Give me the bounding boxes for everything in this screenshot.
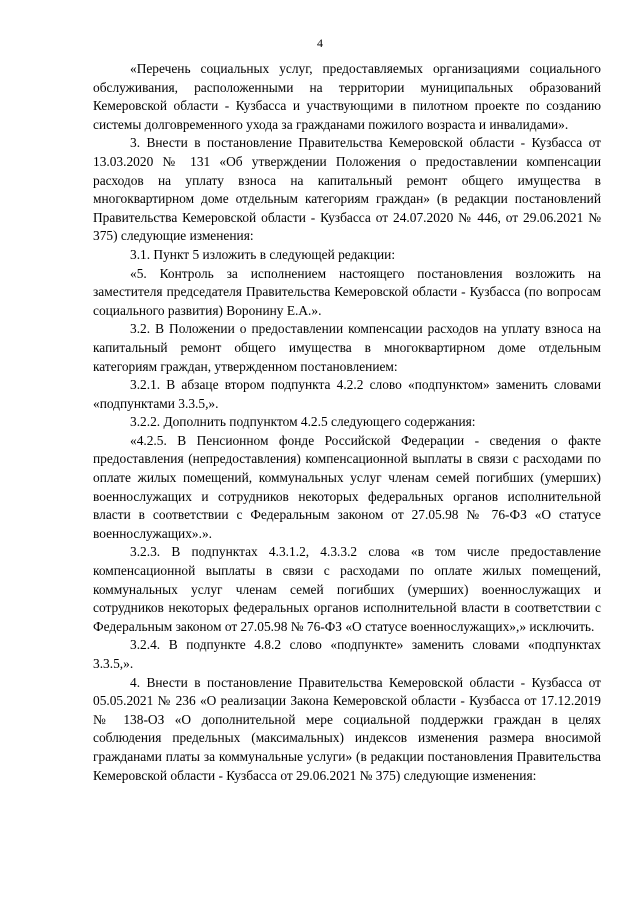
document-body [93, 60, 601, 785]
paragraph: 3.2.1. В абзаце втором подпункта 4.2.2 слово «подпунктом» заменить словами «подпунктами 3.3.5,». [93, 377, 601, 411]
paragraph: 3.1. Пункт 5 изложить в следующей редакции: [130, 246, 396, 262]
paragraph: 4. Внести в постановление Правительства Кемеровской области - Кузбасса от 05.05.2021 № 236 «О реализации Закона Кемеровской области - Кузбасса от 17.12.2019 № 138-ОЗ «О дополнительной мере социальной поддержки граждан в целях соблюдения предельных (максимальных) индексов изменения размера вносимой гражданами платы за коммунальные услуги» (в редакции постановления Правительства Кемеровской области - Кузбасса от 29.06.2021 № 375) следующие изменения: [93, 674, 601, 783]
paragraph: 3.2.3. В подпунктах 4.3.1.2, 4.3.3.2 слова «в том числе предоставление компенсационной выплаты в связи с расходами по оплате жилых помещений, коммунальных услуг членам семей погибших (умерших) военнослужащих и сотрудников некоторых федеральных органов исполнительной власти в соответствии с Федеральным законом от 27.05.98 № 76-ФЗ «О статусе военнослужащих»,» исключить. [93, 544, 601, 634]
paragraph: 3.2. В Положении о предоставлении компенсации расходов на уплату взноса на капитальный ремонт общего имущества в многоквартирном доме отдельным категориям граждан, утвержденном постановлением: [93, 321, 601, 374]
paragraph: «5. Контроль за исполнением настоящего постановления возложить на заместителя председателя Правительства Кемеровской области - Кузбасса (по вопросам социального развития) Воронину Е.А.». [93, 265, 601, 318]
paragraph: 3.2.2. Дополнить подпунктом 4.2.5 следующего содержания: [130, 414, 476, 430]
paragraph: «4.2.5. В Пенсионном фонде Российской Федерации - сведения о факте предоставления (непредоставления) компенсационной выплаты в связи с расходами по оплате жилых помещений, коммунальных услуг членам семей погибших (умерших) военнослужащих и сотрудников некоторых федеральных органов исполнительной власти в соответствии с Федеральным законом от 27.05.98 № 76-ФЗ «О статусе военнослужащих».». [93, 432, 601, 541]
paragraph: 3.2.4. В подпункте 4.8.2 слово «подпункте» заменить словами «подпунктах 3.3.5,». [93, 637, 601, 671]
paragraph: 3. Внести в постановление Правительства Кемеровской области - Кузбасса от 13.03.2020 № 131 «Об утверждении Положения о предоставлении компенсации расходов на уплату взноса на капитальный ремонт общего имущества в многоквартирном доме отдельным категориям граждан» (в редакции постановлений Правительства Кемеровской области - Кузбасса от 24.07.2020 № 446, от 29.06.2021 № 375) следующие изменения: [93, 135, 601, 244]
page-number: 4 [317, 36, 323, 50]
paragraph: «Перечень социальных услуг, предоставляемых организациями социального обслуживания, расположенными на территории муниципальных образований Кемеровской области - Кузбасса и участвующими в пилотном проекте по созданию системы долговременного ухода за гражданами пожилого возраста и инвалидами». [93, 61, 601, 132]
